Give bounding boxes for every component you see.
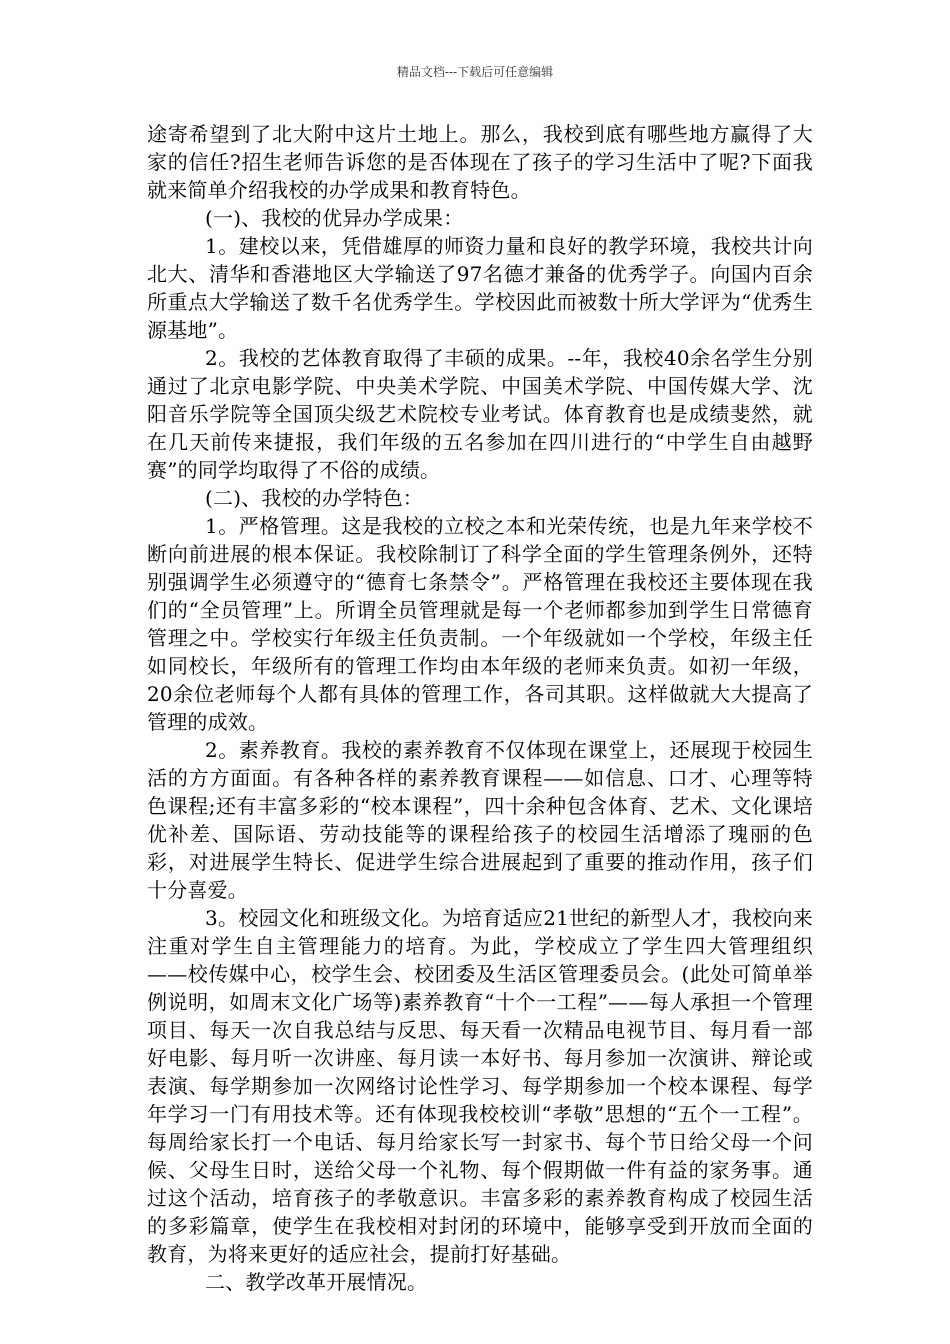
paragraph-achievement-1: 1。建校以来，凭借雄厚的师资力量和良好的教学环境，我校共计向北大、清华和香港地区大学输送了97名德才兼备的优秀学子。向国内百余所重点大学输送了数千名优秀学生。学校因此而被数十所大学评为“优秀生源基地”。 — [147, 234, 813, 342]
section-heading-reform: 二、教学改革开展情况。 — [205, 1270, 428, 1294]
paragraph-achievement-2: 2。我校的艺体教育取得了丰硕的成果。--年，我校40余名学生分别通过了北京电影学院、中央美术学院、中国美术学院、中国传媒大学、沈阳音乐学院等全国顶尖级艺术院校专业考试。体育教育也是成绩斐然，就在几天前传来捷报，我们年级的五名参加在四川进行的“中学生自由越野赛”的同学均取得了不俗的成绩。 — [147, 346, 813, 482]
paragraph-intro: 途寄希望到了北大附中这片土地上。那么，我校到底有哪些地方赢得了大家的信任?招生老师告诉您的是否体现在了孩子的学习生活中了呢?下面我就来简单介绍我校的办学成果和教育特色。 — [147, 122, 813, 202]
page-header: 精品文档---下载后可任意编辑 — [396, 65, 554, 79]
paragraph-feature-2: 2。素养教育。我校的素养教育不仅体现在课堂上，还展现于校园生活的方方面面。有各种各样的素养教育课程——如信息、口才、心理等特色课程;还有丰富多彩的“校本课程”，四十余种包含体育、艺术、文化课培优补差、国际语、劳动技能等的课程给孩子的校园生活增添了瑰丽的色彩，对进展学生特长、促进学生综合进展起到了重要的推动作用，孩子们十分喜爱。 — [147, 738, 813, 902]
section-heading-features: (二)、我校的办学特色： — [205, 486, 424, 510]
paragraph-feature-1: 1。严格管理。这是我校的立校之本和光荣传统，也是九年来学校不断向前进展的根本保证。我校除制订了科学全面的学生管理条例外，还特别强调学生必须遵守的“德育七条禁令”。严格管理在我校还主要体现在我们的“全员管理”上。所谓全员管理就是每一个老师都参加到学生日常德育管理之中。学校实行年级主任负责制。一个年级就如一个学校，年级主任如同校长，年级所有的管理工作均由本年级的老师来负责。如初一年级，20余位老师每个人都有具体的管理工作，各司其职。这样做就大大提高了管理的成效。 — [147, 514, 813, 734]
section-heading-achievements: (一)、我校的优异办学成果： — [205, 206, 464, 230]
document-body — [147, 120, 813, 1296]
paragraph-feature-3: 3。校园文化和班级文化。为培育适应21世纪的新型人才，我校向来注重对学生自主管理能力的培育。为此，学校成立了学生四大管理组织——校传媒中心，校学生会、校团委及生活区管理委员会。(此处可简单举例说明，如周末文化广场等)素养教育“十个一工程”——每人承担一个管理项目、每天一次自我总结与反思、每天看一次精品电视节目、每月看一部好电影、每月听一次讲座、每月读一本好书、每月参加一次演讲、辩论或表演、每学期参加一次网络讨论性学习、每学期参加一个校本课程、每学年学习一门有用技术等。还有体现我校校训“孝敬”思想的“五个一工程”。每周给家长打一个电话、每月给家长写一封家书、每个节日给父母一个问候、父母生日时，送给父母一个礼物、每个假期做一件有益的家务事。通过这个活动，培育孩子的孝敬意识。丰富多彩的素养教育构成了校园生活的多彩篇章，使学生在我校相对封闭的环境中，能够享受到开放而全面的教育，为将来更好的适应社会，提前打好基础。 — [147, 906, 813, 1266]
